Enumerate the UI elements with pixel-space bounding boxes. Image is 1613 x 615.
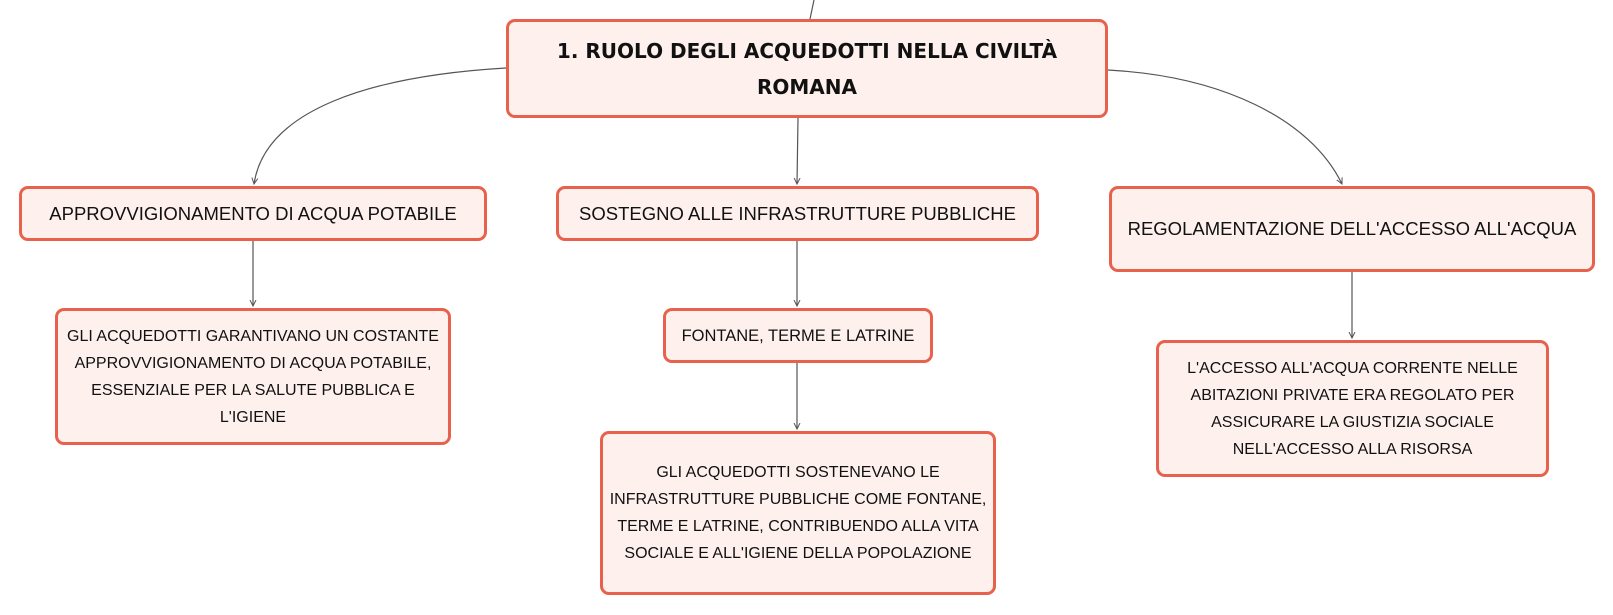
- topic-sostegno-infrastrutture-label: SOSTEGNO ALLE INFRASTRUTTURE PUBBLICHE: [579, 202, 1016, 224]
- subtopic-sostegno-detail[interactable]: [600, 431, 996, 595]
- root-topic-label: 1. RUOLO DEGLI ACQUEDOTTI NELLA CIVILTÀ ROMANA: [556, 38, 1058, 99]
- subtopic-fontane-terme-latrine[interactable]: [663, 308, 933, 363]
- topic-sostegno-infrastrutture[interactable]: [556, 186, 1039, 241]
- topic-approvvigionamento[interactable]: [19, 186, 487, 241]
- topic-regolamentazione-accesso-label: REGOLAMENTAZIONE DELL'ACCESSO ALL'ACQUA: [1127, 218, 1577, 239]
- subtopic-sostegno-detail-label: GLI ACQUEDOTTI SOSTENEVANO LE INFRASTRUTTURE PUBBLICHE COME FONTANE, TERME E LATRINE, CONTRIBUENDO ALLA VITA SOCIALE E ALL'IGIENE DELLA POPOLAZIONE: [609, 464, 987, 562]
- connector-root-to-regolamentazione: [1108, 70, 1342, 184]
- connector-root-to-approvvigionamento: [254, 68, 506, 184]
- subtopic-approvvigionamento-detail[interactable]: [55, 308, 451, 445]
- subtopic-regolamentazione-detail[interactable]: [1156, 340, 1549, 477]
- subtopic-fontane-terme-latrine-label: FONTANE, TERME E LATRINE: [681, 326, 915, 345]
- connector-root-parent: [810, 0, 814, 19]
- connector-root-to-sostegno: [797, 118, 798, 184]
- subtopic-regolamentazione-detail-label: L'ACCESSO ALL'ACQUA CORRENTE NELLE ABITAZIONI PRIVATE ERA REGOLATO PER ASSICURARE LA GIUSTIZIA SOCIALE NELL'ACCESSO ALLA RISORSA: [1187, 359, 1518, 458]
- root-topic[interactable]: [506, 19, 1108, 118]
- topic-regolamentazione-accesso[interactable]: [1109, 186, 1595, 272]
- subtopic-approvvigionamento-detail-label: GLI ACQUEDOTTI GARANTIVANO UN COSTANTE APPROVVIGIONAMENTO DI ACQUA POTABILE, ESSENZIALE PER LA SALUTE PUBBLICA E L'IGIENE: [67, 327, 439, 426]
- topic-approvvigionamento-label: APPROVVIGIONAMENTO DI ACQUA POTABILE: [49, 202, 457, 224]
